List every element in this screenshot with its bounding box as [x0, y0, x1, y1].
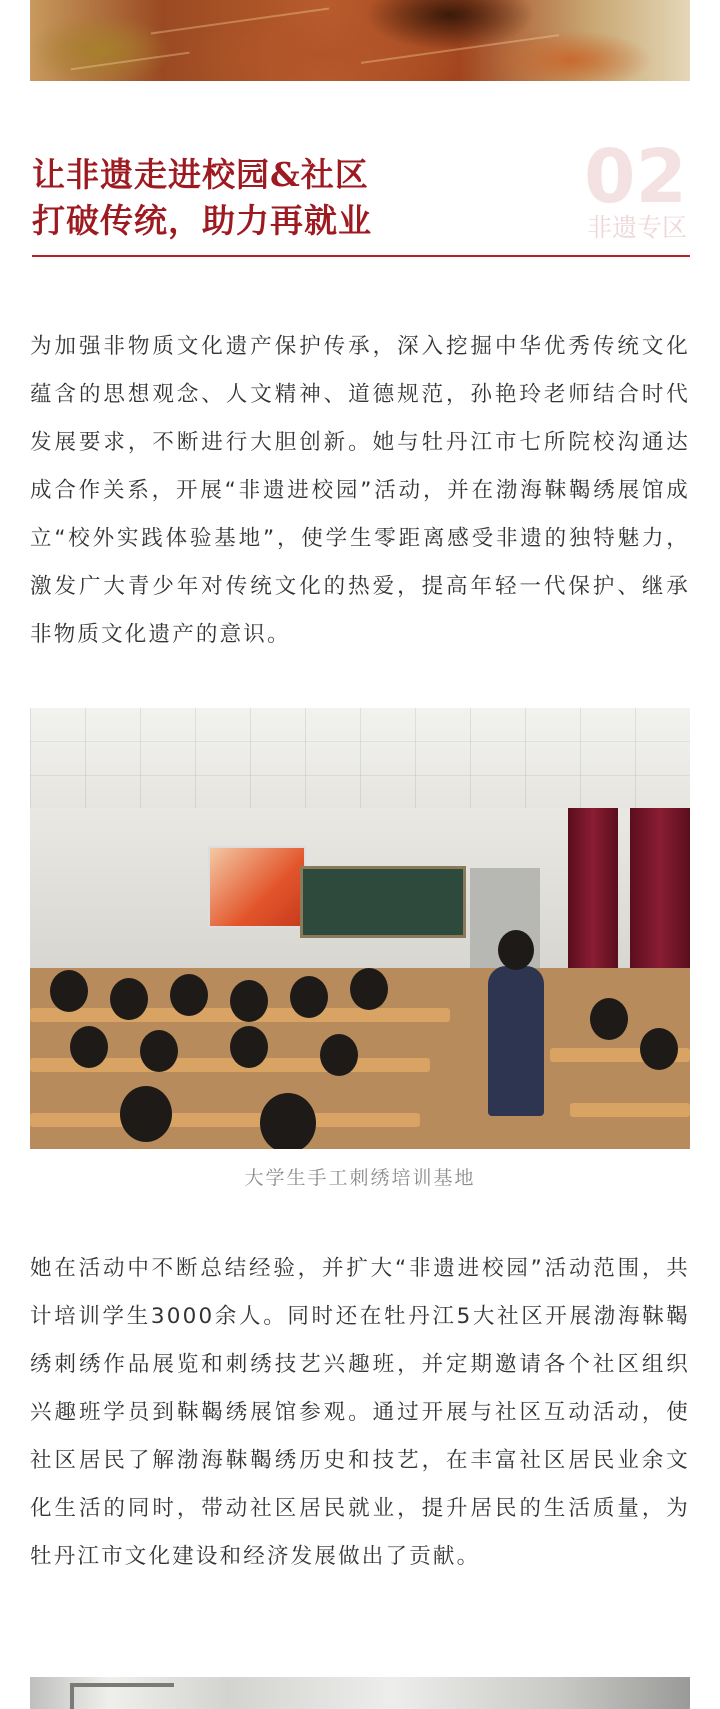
body-paragraph-1: 为加强非物质文化遗产保护传承，深入挖掘中华优秀传统文化蕴含的思想观念、人文精神、道德规范，孙艳玲老师结合时代发展要求，不断进行大胆创新。她与牡丹江市七所院校沟通达成合作关系，开展“非遗进校园”活动，并在渤海靺鞨绣展馆成立“校外实践体验基地”，使学生零距离感受非遗的独特魅力，激发广大青少年对传统文化的热爱，提高年轻一代保护、继承非物质文化遗产的意识。 — [30, 334, 690, 647]
projector-screen — [208, 846, 306, 928]
thread-detail — [361, 34, 559, 64]
student — [320, 1034, 358, 1076]
student — [290, 976, 328, 1018]
desk-row — [30, 1113, 420, 1127]
photo-caption: 大学生手工刺绣培训基地 — [244, 1167, 476, 1189]
student — [170, 974, 208, 1016]
student — [120, 1086, 172, 1142]
desk-row — [570, 1103, 690, 1117]
window-frame — [70, 1683, 174, 1709]
student — [230, 980, 268, 1022]
body-paragraph-2: 她在活动中不断总结经验，并扩大“非遗进校园”活动范围，共计培训学生3000余人。同时还在牡丹江5大社区开展渤海靺鞨绣刺绣作品展览和刺绣技艺兴趣班，并定期邀请各个社区组织兴趣班学员到靺鞨绣展馆参观。通过开展与社区互动活动，使社区居民了解渤海靺鞨绣历史和技艺，在丰富社区居民业余文化生活的同时，带动社区居民就业，提升居民的生活质量，为牡丹江市文化建设和经济发展做出了贡献。 — [30, 1256, 690, 1569]
student — [140, 1030, 178, 1072]
embroidery-photo-top — [30, 0, 690, 81]
thread-detail — [151, 7, 330, 34]
student — [110, 978, 148, 1020]
student — [350, 968, 388, 1010]
student — [260, 1093, 316, 1149]
section-divider — [32, 255, 690, 257]
photo-ceiling-grid — [30, 708, 690, 808]
classroom-training-photo — [30, 708, 690, 1149]
student — [70, 1026, 108, 1068]
student — [50, 970, 88, 1012]
section-number: 02 — [584, 134, 687, 220]
chalkboard — [300, 866, 466, 938]
standing-man — [488, 966, 544, 1116]
photo-bottom-partial — [30, 1677, 690, 1709]
section-title — [32, 152, 532, 244]
section-title-line-2: 打破传统，助力再就业 — [32, 201, 372, 240]
student — [640, 1028, 678, 1070]
section-title-line-1: 让非遗走进校园&社区 — [32, 155, 369, 194]
student — [590, 998, 628, 1040]
student — [230, 1026, 268, 1068]
standing-man-head — [498, 930, 534, 970]
thread-detail — [70, 52, 189, 71]
section-tag: 非遗专区 — [586, 213, 687, 242]
